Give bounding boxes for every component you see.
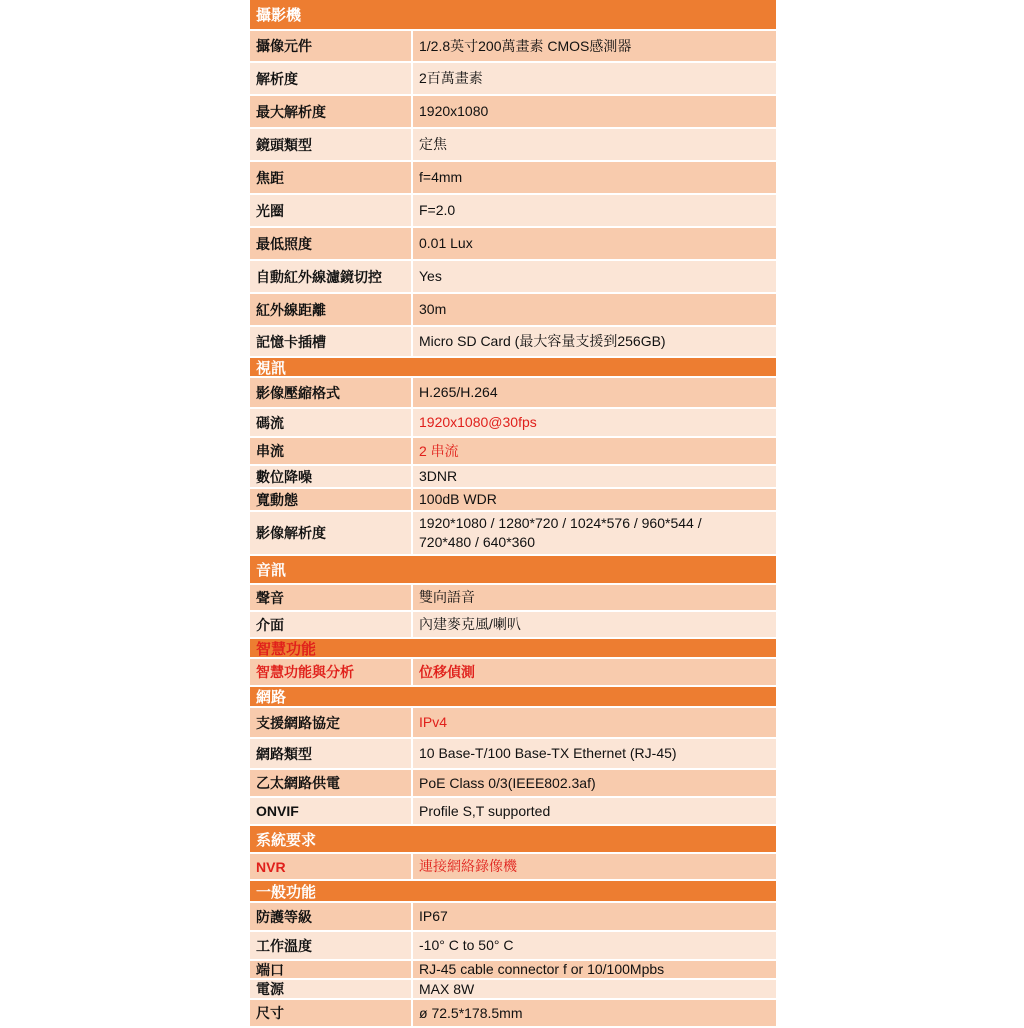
section-header-network: 網路 — [250, 687, 776, 708]
table-row — [250, 659, 776, 687]
row-value — [413, 512, 776, 554]
row-label: 寬動態 — [250, 489, 413, 510]
row-value: PoE Class 0/3(IEEE802.3af) — [419, 774, 596, 791]
row-label: 數位降噪 — [250, 466, 413, 487]
row-label: 支援網路協定 — [250, 708, 413, 737]
table-row — [250, 932, 776, 961]
row-label: 碼流 — [250, 409, 413, 436]
row-label: 介面 — [250, 612, 413, 637]
row-value: 1/2.8英寸200萬畫素 CMOS感測器 — [419, 37, 632, 54]
table-row — [250, 228, 776, 261]
row-value: Profile S,T supported — [419, 802, 551, 819]
row-label: 最低照度 — [250, 228, 413, 259]
section-header-system: 系統要求 — [250, 826, 776, 854]
row-value: 定焦 — [419, 136, 447, 152]
table-row — [250, 294, 776, 327]
row-label: 自動紅外線濾鏡切控 — [250, 261, 413, 292]
row-value: 0.01 Lux — [419, 235, 473, 251]
value-line: 1920*1080 / 1280*720 / 1024*576 / 960*544 / — [419, 515, 702, 531]
row-label: NVR — [250, 854, 413, 879]
table-row — [250, 903, 776, 932]
row-label: 光圈 — [250, 195, 413, 226]
table-row — [250, 585, 776, 612]
row-value: MAX 8W — [419, 980, 475, 997]
table-row — [250, 512, 776, 556]
row-value: RJ-45 cable connector f or 10/100Mpbs — [419, 961, 665, 977]
row-label: 端口 — [250, 961, 413, 978]
table-row — [250, 980, 776, 1000]
section-header-general: 一般功能 — [250, 881, 776, 903]
table-row — [250, 327, 776, 358]
section-header-video: 視訊 — [250, 358, 776, 378]
row-label: 影像解析度 — [250, 512, 413, 554]
row-label: 記憶卡插槽 — [250, 327, 413, 356]
table-row — [250, 961, 776, 980]
section-header-audio: 音訊 — [250, 556, 776, 585]
row-value: 10 Base-T/100 Base-TX Ethernet (RJ-45) — [419, 745, 677, 761]
table-row — [250, 409, 776, 438]
table-row — [250, 378, 776, 409]
row-value: ø 72.5*178.5mm — [419, 1004, 523, 1021]
table-row — [250, 162, 776, 195]
row-label: 電源 — [250, 980, 413, 998]
row-value: 雙向語音 — [419, 589, 475, 605]
row-label: 聲音 — [250, 585, 413, 610]
row-value: 100dB WDR — [419, 491, 497, 507]
table-row — [250, 489, 776, 512]
row-value: 內建麥克風/喇叭 — [419, 616, 521, 632]
row-label: 影像壓縮格式 — [250, 378, 413, 407]
table-row — [250, 129, 776, 162]
row-value: Micro SD Card (最大容量支援到256GB) — [419, 333, 666, 349]
table-row — [250, 854, 776, 881]
section-header-smart: 智慧功能 — [250, 639, 776, 659]
row-label: 鏡頭類型 — [250, 129, 413, 160]
row-label: 紅外線距離 — [250, 294, 413, 325]
row-value: Yes — [419, 268, 442, 284]
table-row — [250, 31, 776, 63]
row-value: H.265/H.264 — [419, 384, 498, 400]
row-label: 串流 — [250, 438, 413, 464]
row-value: IPv4 — [419, 714, 448, 730]
row-label: 工作溫度 — [250, 932, 413, 959]
row-label: ONVIF — [250, 798, 413, 824]
row-label: 智慧功能與分析 — [250, 659, 413, 685]
row-value: 位移偵測 — [419, 663, 475, 680]
row-label: 攝像元件 — [250, 31, 413, 61]
spec-table — [250, 0, 776, 1028]
row-value: F=2.0 — [419, 202, 456, 218]
table-row — [250, 466, 776, 489]
row-label: 乙太網路供電 — [250, 770, 413, 796]
value-line: 720*480 / 640*360 — [419, 534, 535, 550]
table-row — [250, 438, 776, 466]
row-value: 1920x1080 — [419, 103, 489, 119]
row-label: 最大解析度 — [250, 96, 413, 127]
row-label: 尺寸 — [250, 1000, 413, 1026]
row-value: 30m — [419, 301, 447, 317]
row-label: 焦距 — [250, 162, 413, 193]
table-row — [250, 261, 776, 294]
table-row — [250, 63, 776, 96]
table-row — [250, 708, 776, 739]
row-value: 1920x1080@30fps — [419, 414, 537, 430]
row-value: IP67 — [419, 908, 448, 924]
row-label: 防護等級 — [250, 903, 413, 930]
row-label: 網路類型 — [250, 739, 413, 768]
row-value: -10° C to 50° C — [419, 937, 514, 953]
table-row — [250, 612, 776, 639]
table-row — [250, 770, 776, 798]
row-value: 3DNR — [419, 468, 458, 484]
section-header-camera: 攝影機 — [250, 0, 776, 31]
row-value: f=4mm — [419, 169, 463, 185]
row-value: 連接網絡錄像機 — [419, 858, 517, 874]
row-label: 解析度 — [250, 63, 413, 94]
row-value: 2百萬畫素 — [419, 70, 483, 86]
table-row — [250, 96, 776, 129]
table-row — [250, 798, 776, 826]
table-row — [250, 739, 776, 770]
table-row — [250, 195, 776, 228]
row-value: 2 串流 — [419, 442, 459, 459]
